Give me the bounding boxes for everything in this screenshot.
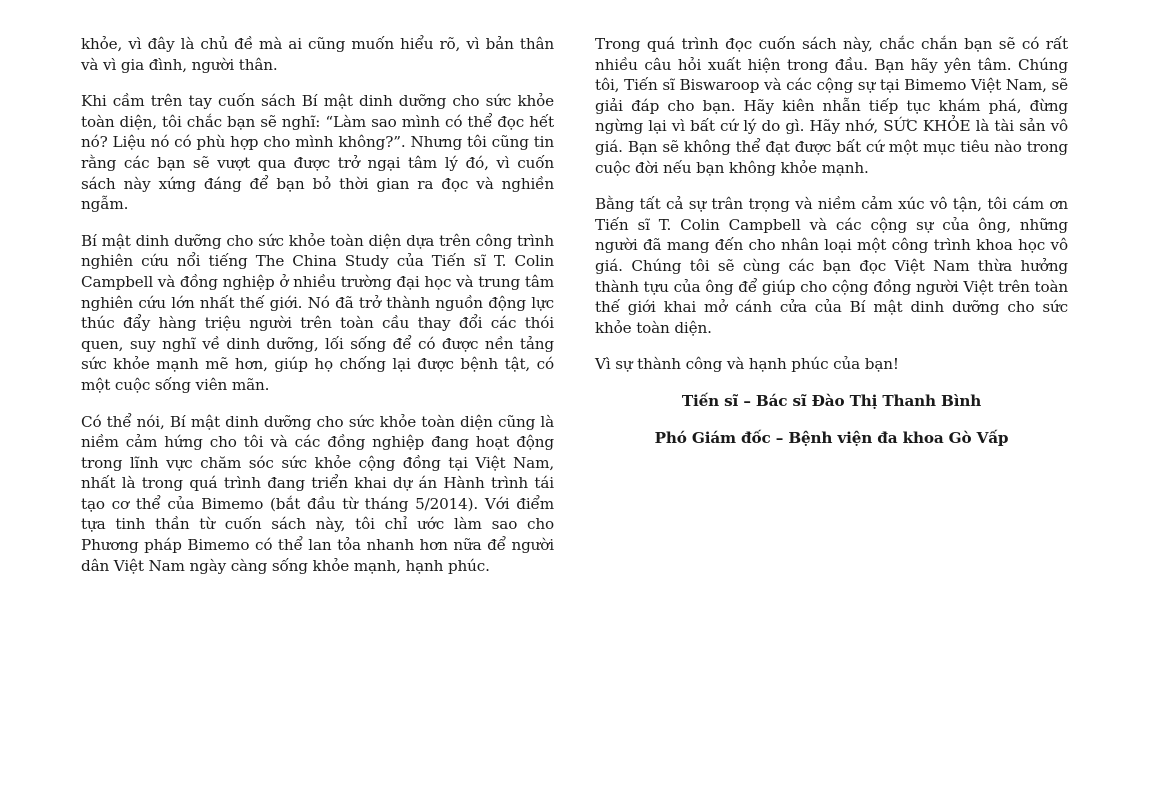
signature-title: Phó Giám đốc – Bệnh viện đa khoa Gò Vấp — [654, 428, 1009, 447]
paragraph: Bí mật dinh dưỡng cho sức khỏe toàn diện dựa trên công trình nghiên cứu nổi tiếng The China Study của Tiến sĩ T. Colin Campbell và đồng nghiệp ở nhiều trường đại học và trung tâm nghiên cứu lớn nhất thế giới. Nó đã trở thành nguồn động lực thúc đẩy hàng triệu người trên toàn cầu thay đổi các thói quen, suy nghĩ về dinh dưỡng, lối sống để có được nền tảng sức khỏe mạnh mẽ hơn, giúp họ chống lại được bệnh tật, có một cuộc sống viên mãn. — [81, 231, 554, 394]
right-column — [595, 34, 1068, 464]
paragraph: Bằng tất cả sự trân trọng và niềm cảm xúc vô tận, tôi cám ơn Tiến sĩ T. Colin Campbell và các cộng sự của ông, những người đã mang đến cho nhân loại một công trình khoa học vô giá. Chúng tôi sẽ cùng các bạn đọc Việt Nam thừa hưởng thành tựu của ông để giúp cho cộng đồng người Việt trên toàn thế giới khai mở cánh cửa của Bí mật dinh dưỡng cho sức khỏe toàn diện. — [595, 195, 1068, 337]
signature-name: Tiến sĩ – Bác sĩ Đào Thị Thanh Bình — [681, 391, 982, 410]
paragraph: Trong quá trình đọc cuốn sách này, chắc chắn bạn sẽ có rất nhiều câu hỏi xuất hiện trong đầu. Bạn hãy yên tâm. Chúng tôi, Tiến sĩ Biswaroop và các cộng sự tại Bimemo Việt Nam, sẽ giải đáp cho bạn. Hãy kiên nhẫn tiếp tục khám phá, đừng ngừng lại vì bất cứ lý do gì. Hãy nhớ, SỨC KHỎE là tài sản vô giá. Bạn sẽ không thể đạt được bất cứ một mục tiêu nào trong cuộc đời nếu bạn không khỏe mạnh. — [595, 35, 1068, 177]
left-column — [81, 34, 554, 592]
paragraph: khỏe, vì đây là chủ đề mà ai cũng muốn hiểu rõ, vì bản thân và vì gia đình, người thân. — [81, 35, 554, 74]
paragraph: Có thể nói, Bí mật dinh dưỡng cho sức khỏe toàn diện cũng là niềm cảm hứng cho tôi và các đồng nghiệp đang hoạt động trong lĩnh vực chăm sóc sức khỏe cộng đồng tại Việt Nam, nhất là trong quá trình đang triển khai dự án Hành trình tái tạo cơ thể của Bimemo (bắt đầu từ tháng 5/2014). Với điểm tựa tinh thần từ cuốn sách này, tôi chỉ ước làm sao cho Phương pháp Bimemo có thể lan tỏa nhanh hơn nữa để người dân Việt Nam ngày càng sống khỏe mạnh, hạnh phúc. — [81, 412, 554, 575]
paragraph: Khi cầm trên tay cuốn sách Bí mật dinh dưỡng cho sức khỏe toàn diện, tôi chắc bạn sẽ nghĩ: “Làm sao mình có thể đọc hết nó? Liệu nó có phù hợp cho mình không?”. Nhưng tôi cũng tin rằng các bạn sẽ vượt qua được trở ngại tâm lý đó, vì cuốn sách này xứng đáng để bạn bỏ thời gian ra đọc và nghiền ngẫm. — [81, 92, 554, 214]
closing-line: Vì sự thành công và hạnh phúc của bạn! — [595, 355, 899, 374]
